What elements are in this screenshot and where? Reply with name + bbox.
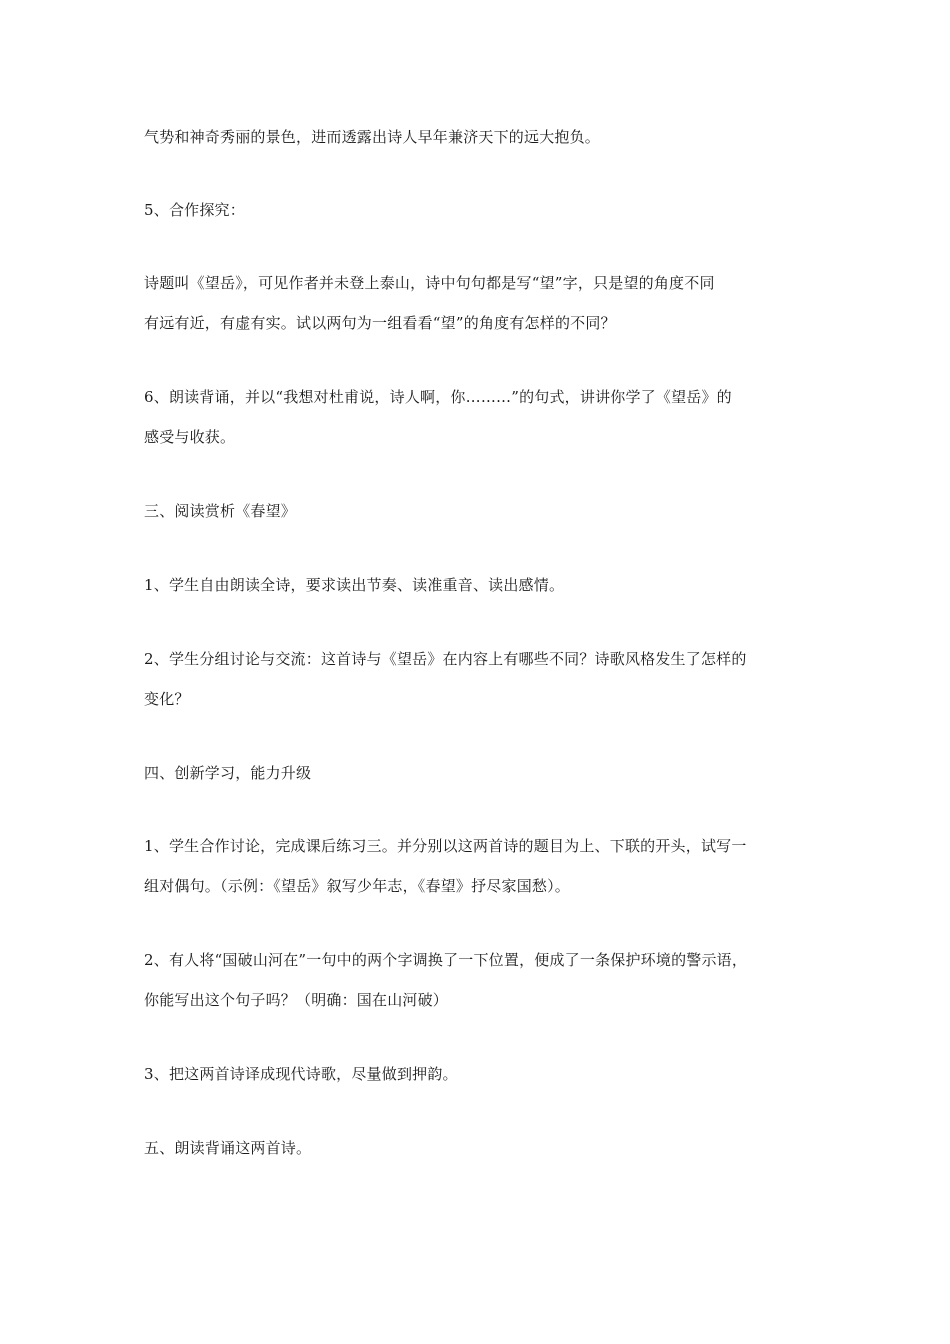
paragraph-line: 2、学生分组讨论与交流：这首诗与《望岳》在内容上有哪些不同？诗歌风格发生了怎样的 — [144, 650, 747, 668]
paragraph-line: 组对偶句。（示例：《望岳》叙写少年志，《春望》抒尽家国愁）。 — [144, 877, 571, 895]
paragraph-line: 1、学生合作讨论，完成课后练习三。并分别以这两首诗的题目为上、下联的开头，试写一 — [144, 837, 747, 855]
paragraph-line: 诗题叫《望岳》，可见作者并未登上泰山，诗中句句都是写“望”字，只是望的角度不同 — [144, 274, 715, 292]
paragraph-line: 6、朗读背诵，并以“我想对杜甫说，诗人啊，你………”的句式，讲讲你学了《望岳》的 — [144, 388, 732, 406]
paragraph-line: 气势和神奇秀丽的景色，进而透露出诗人早年兼济天下的远大抱负。 — [144, 128, 601, 146]
paragraph-line: 变化？ — [144, 690, 190, 708]
section-heading: 四、创新学习，能力升级 — [144, 764, 312, 782]
section-item-heading: 5、合作探究： — [144, 201, 245, 219]
paragraph-line: 3、把这两首诗译成现代诗歌，尽量做到押韵。 — [144, 1065, 458, 1083]
paragraph-line: 有远有近，有虚有实。试以两句为一组看看“望”的角度有怎样的不同？ — [144, 314, 616, 332]
paragraph-line: 2、有人将“国破山河在”一句中的两个字调换了一下位置，便成了一条保护环境的警示语， — [144, 951, 748, 969]
paragraph-line: 1、学生自由朗读全诗，要求读出节奏、读准重音、读出感情。 — [144, 576, 565, 594]
section-heading: 五、朗读背诵这两首诗。 — [144, 1139, 312, 1157]
paragraph-line: 感受与收获。 — [144, 428, 236, 446]
paragraph-line: 你能写出这个句子吗？（明确：国在山河破） — [144, 991, 449, 1009]
section-heading: 三、阅读赏析《春望》 — [144, 502, 297, 520]
